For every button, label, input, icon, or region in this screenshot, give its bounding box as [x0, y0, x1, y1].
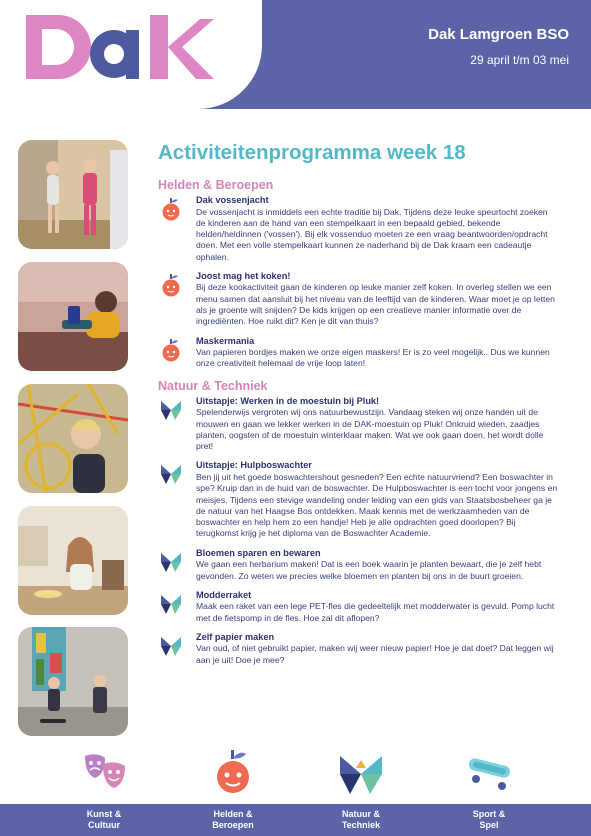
- activity-description: Ben jij uit het goede boswachtershout gesneden? Een echte natuurvriend? Een boswachter in spe? Kruip dan in de huid van de boswachter. De Hulpboswachter is een tocht voor jongens en meisjes. Tijdens een stevige wandeling onder leiding van een gids van Staatsbosbeheer ga je de natuur van het Haagse Bos ontdekken. Maak kennis met de werkzaamheden van de boswachter en help hem zo een handje! Heb je alle opdrachten goed doorlopen? Bij terugkomst krijg je het diploma van de Boswachter Academie.: [196, 471, 558, 539]
- origami-bird-icon: [336, 748, 386, 798]
- apple-character-icon: [160, 273, 182, 297]
- organization-name: Dak Lamgroen BSO: [428, 26, 569, 43]
- category-label-line1: Natuur &: [342, 809, 380, 819]
- theater-masks-icon: [81, 748, 131, 798]
- apple-character-icon: [160, 338, 182, 362]
- activity-title: Uitstapje: Werken in de moestuin bij Pluk!: [196, 395, 380, 406]
- activity-title: Uitstapje: Hulpboswachter: [196, 460, 312, 471]
- category-label-line1: Kunst &: [86, 809, 122, 819]
- origami-bird-icon: [160, 592, 182, 616]
- activity-title: Joost mag het koken!: [196, 270, 291, 281]
- logo-area: [0, 0, 262, 109]
- footer-category-helden-beroepen: [183, 809, 283, 831]
- footer-category-sport-spel: [439, 809, 539, 831]
- activity-description: De vossenjacht is inmiddels een echte traditie bij Dak. Tijdens deze leuke speurtocht zoeken de kinderen aan de hand van een stempelkaart in een bepaald gebied, bekende helden/heldinnen ('vossen'). Bij elk vossenduo moeten ze een vraag beantwoorden/opdracht doen. Met een volle stempelkaart kunnen ze naderhand bij de Dak kraam een cadeautje ophalen.: [196, 206, 548, 262]
- dak-logo: [24, 13, 214, 79]
- skateboard-icon: [464, 748, 514, 798]
- section-heading-natuur-techniek: Natuur & Techniek: [158, 378, 268, 393]
- activity-hulpboswachter: [158, 460, 558, 539]
- category-label-line2: Spel: [479, 820, 499, 830]
- apple-character-icon: [160, 197, 182, 221]
- boy-with-tablet-photo: [18, 262, 128, 371]
- category-label-line1: Helden &: [213, 809, 253, 819]
- footer-icons: [0, 748, 591, 798]
- category-label-line1: Sport &: [472, 809, 506, 819]
- activity-title: Bloemen sparen en bewaren: [196, 547, 321, 558]
- activity-title: Modderraket: [196, 589, 252, 600]
- footer-band: [0, 804, 591, 836]
- activity-description: We gaan een herbarium maken! Dat is een boek waarin je planten bewaart, die je zelf hebt gevonden. Zo weten we precies welke bloemen en planten bij ons in de buurt groeien.: [196, 559, 542, 581]
- activity-zelf-papier-maken: [158, 632, 558, 666]
- activity-title: Dak vossenjacht: [196, 195, 269, 205]
- activity-modderraket: [158, 590, 558, 624]
- category-label-line2: Beroepen: [212, 820, 254, 830]
- girl-in-kitchen-photo: [18, 506, 128, 615]
- origami-bird-icon: [160, 398, 182, 422]
- category-label-line2: Techniek: [341, 820, 381, 830]
- activity-description: Maak een raket van een lege PET-fles die gedeeltelijk met modderwater is gevuld. Pomp lucht met de fietspomp in de fles. Hoe zal dit aflopen?: [196, 601, 555, 623]
- activity-dak-vossenjacht: [158, 195, 558, 263]
- activity-description: Spelenderwijs vergroten wij ons natuurbewustzijn. Vandaag steken wij onze handen uit de mouwen en gaan we lekker werken in de DAK-moestuin op Pluk! Onkruid wieden, zaadjes planten, oogsten of de moestuin winterklaar maken. Wat we ook gaan doen, het wordt dolle pret!: [196, 407, 544, 452]
- children-outdoors-photo: [18, 627, 128, 736]
- footer-category-kunst-cultuur: [54, 809, 154, 831]
- activity-maskermania: [158, 336, 558, 370]
- date-range: 29 april t/m 03 mei: [470, 53, 569, 67]
- apple-character-icon: [208, 748, 258, 798]
- activity-description: Van papieren bordjes maken we onze eigen maskers! Er is zo veel mogelijk.. Dus we kunnen onze creativiteit helemaal de vrije loop laten!: [196, 347, 550, 369]
- page-title: Activiteitenprogramma week 18: [158, 141, 466, 164]
- origami-bird-icon: [160, 462, 182, 486]
- activity-title: Maskermania: [196, 335, 255, 346]
- footer-category-natuur-techniek: [311, 809, 411, 831]
- activity-joost-mag-het-koken: [158, 271, 558, 328]
- origami-bird-icon: [160, 550, 182, 574]
- children-playing-photo: [18, 140, 128, 249]
- origami-bird-icon: [160, 634, 182, 658]
- boy-with-construction-toy-photo: [18, 384, 128, 493]
- activity-moestuin-pluk: [158, 396, 558, 453]
- activity-title: Zelf papier maken: [196, 631, 275, 642]
- activity-bloemen-sparen: [158, 548, 558, 582]
- activity-description: Bij deze kookactiviteit gaan de kinderen op leuke manier zelf koken. In overleg stellen we een menu samen dat aansluit bij het niveau van de leeftijd van de kinderen. Waar moet je op letten als je groente wilt snijden? De kids krijgen op een creatieve manier informatie over de ingrediënten. Hoe ruikt dit? Ken je dit van thuis?: [196, 282, 555, 327]
- section-heading-helden-beroepen: Helden & Beroepen: [158, 178, 274, 192]
- activity-program: [158, 141, 558, 674]
- category-label-line2: Cultuur: [88, 820, 120, 830]
- activity-description: Van oud, of niet gebruikt papier, maken wij weer nieuw papier! Hoe je dat doet? Dat leggen wij aan je uit! Doe je mee?: [196, 643, 554, 665]
